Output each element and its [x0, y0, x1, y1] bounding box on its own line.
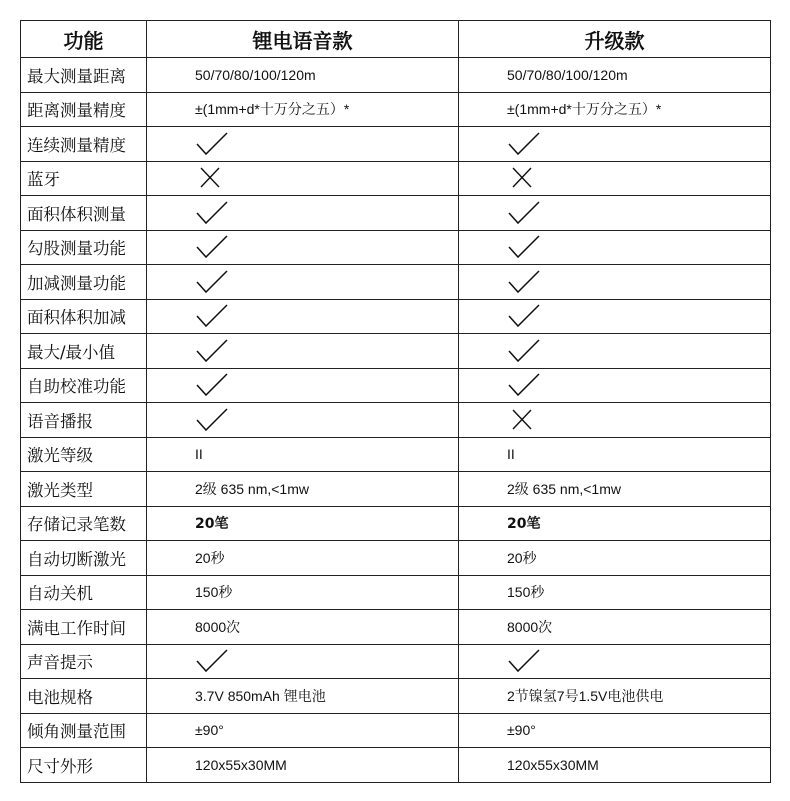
model-b-supported: [459, 644, 771, 679]
table-row: [21, 472, 771, 507]
check-icon: [507, 303, 541, 329]
table-row: [21, 334, 771, 369]
model-b-supported: [459, 127, 771, 162]
table-row: [21, 161, 771, 196]
feature-label: 尺寸外形: [21, 748, 147, 783]
feature-label: 加减测量功能: [21, 265, 147, 300]
model-a-supported: [147, 196, 459, 231]
model-b-value: 120x55x30MM: [459, 748, 771, 783]
feature-label: 勾股测量功能: [21, 230, 147, 265]
feature-label: 激光类型: [21, 472, 147, 507]
model-a-unsupported: [147, 161, 459, 196]
cross-icon: [507, 407, 541, 433]
table-row: [21, 92, 771, 127]
feature-label: 连续测量精度: [21, 127, 147, 162]
model-a-value: 8000次: [147, 610, 459, 645]
model-b-supported: [459, 334, 771, 369]
model-a-supported: [147, 334, 459, 369]
header-model-a: 锂电语音款: [147, 21, 459, 58]
table-body: [21, 58, 771, 783]
model-a-value: 120x55x30MM: [147, 748, 459, 783]
model-b-supported: [459, 265, 771, 300]
table-row: [21, 575, 771, 610]
model-a-supported: [147, 265, 459, 300]
table-row: [21, 127, 771, 162]
table-row: [21, 403, 771, 438]
model-a-supported: [147, 644, 459, 679]
model-b-unsupported: [459, 161, 771, 196]
model-b-supported: [459, 368, 771, 403]
check-icon: [195, 338, 229, 364]
model-a-value: 20秒: [147, 541, 459, 576]
model-b-unsupported: [459, 403, 771, 438]
model-a-supported: [147, 127, 459, 162]
check-icon: [507, 200, 541, 226]
model-b-value: 20秒: [459, 541, 771, 576]
model-b-value: 50/70/80/100/120m: [459, 58, 771, 93]
table-row: [21, 644, 771, 679]
model-a-value: 20笔: [147, 506, 459, 541]
model-b-supported: [459, 196, 771, 231]
check-icon: [195, 200, 229, 226]
cross-icon: [195, 165, 229, 191]
table-row: [21, 368, 771, 403]
model-a-value: 3.7V 850mAh 锂电池: [147, 679, 459, 714]
feature-label: 蓝牙: [21, 161, 147, 196]
table-row: [21, 506, 771, 541]
header-model-b: 升级款: [459, 21, 771, 58]
feature-label: 满电工作时间: [21, 610, 147, 645]
feature-label: 最大测量距离: [21, 58, 147, 93]
table-row: [21, 196, 771, 231]
model-a-supported: [147, 299, 459, 334]
model-b-value: 2节镍氢7号1.5V电池供电: [459, 679, 771, 714]
feature-label: 自动切断激光: [21, 541, 147, 576]
table-row: [21, 713, 771, 748]
feature-label: 声音提示: [21, 644, 147, 679]
model-a-value: ±(1mm+d*十万分之五）*: [147, 92, 459, 127]
table-row: [21, 610, 771, 645]
model-a-value: 50/70/80/100/120m: [147, 58, 459, 93]
feature-label: 电池规格: [21, 679, 147, 714]
model-a-supported: [147, 368, 459, 403]
feature-label: 倾角测量范围: [21, 713, 147, 748]
model-b-value: 20笔: [459, 506, 771, 541]
check-icon: [507, 338, 541, 364]
model-b-value: ±(1mm+d*十万分之五）*: [459, 92, 771, 127]
table-row: [21, 541, 771, 576]
spec-comparison-table: [20, 20, 771, 783]
check-icon: [195, 234, 229, 260]
table-row: [21, 265, 771, 300]
check-icon: [507, 648, 541, 674]
model-a-value: ±90°: [147, 713, 459, 748]
check-icon: [195, 372, 229, 398]
model-a-value: 150秒: [147, 575, 459, 610]
check-icon: [195, 303, 229, 329]
table-row: [21, 679, 771, 714]
model-b-value: II: [459, 437, 771, 472]
model-b-supported: [459, 230, 771, 265]
model-b-value: 150秒: [459, 575, 771, 610]
feature-label: 自动关机: [21, 575, 147, 610]
table-row: [21, 748, 771, 783]
table-row: [21, 437, 771, 472]
model-a-supported: [147, 403, 459, 438]
check-icon: [195, 131, 229, 157]
feature-label: 面积体积测量: [21, 196, 147, 231]
model-b-supported: [459, 299, 771, 334]
feature-label: 面积体积加减: [21, 299, 147, 334]
feature-label: 存储记录笔数: [21, 506, 147, 541]
feature-label: 距离测量精度: [21, 92, 147, 127]
cross-icon: [507, 165, 541, 191]
table-row: [21, 299, 771, 334]
model-b-value: 2级 635 nm,<1mw: [459, 472, 771, 507]
table-row: [21, 58, 771, 93]
model-a-value: 2级 635 nm,<1mw: [147, 472, 459, 507]
header-feature: 功能: [21, 21, 147, 58]
table-header-row: [21, 21, 771, 58]
feature-label: 自助校准功能: [21, 368, 147, 403]
feature-label: 最大/最小值: [21, 334, 147, 369]
check-icon: [507, 372, 541, 398]
check-icon: [195, 648, 229, 674]
model-b-value: ±90°: [459, 713, 771, 748]
feature-label: 激光等级: [21, 437, 147, 472]
check-icon: [195, 407, 229, 433]
check-icon: [507, 234, 541, 260]
model-b-value: 8000次: [459, 610, 771, 645]
feature-label: 语音播报: [21, 403, 147, 438]
check-icon: [507, 131, 541, 157]
check-icon: [195, 269, 229, 295]
model-a-supported: [147, 230, 459, 265]
table-row: [21, 230, 771, 265]
model-a-value: II: [147, 437, 459, 472]
check-icon: [507, 269, 541, 295]
